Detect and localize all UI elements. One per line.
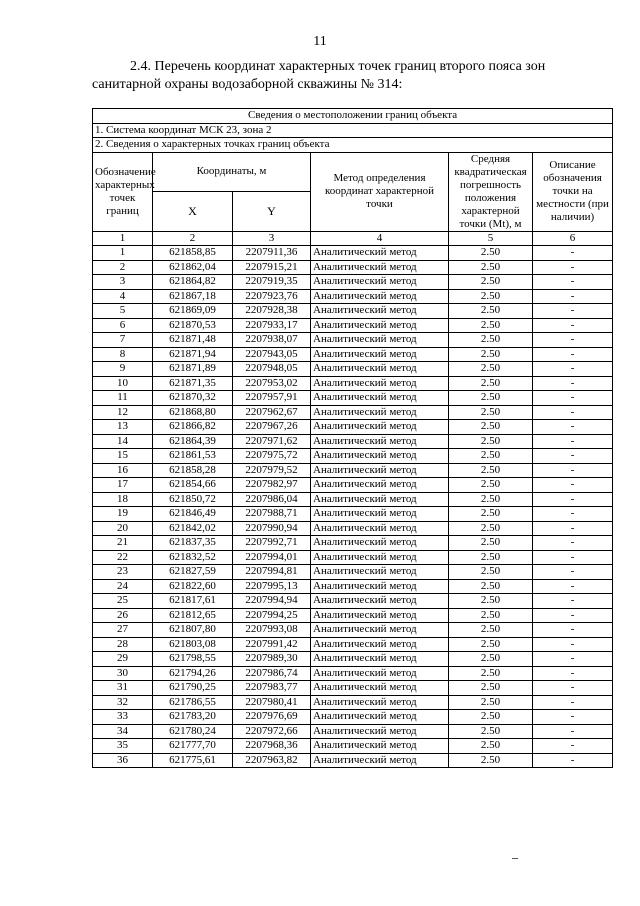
accuracy: 2.50	[449, 463, 533, 478]
table-row	[93, 666, 613, 681]
header-x: X	[153, 192, 233, 232]
coordinate-y: 2207994,81	[233, 565, 311, 580]
description: -	[533, 550, 613, 565]
coordinate-y: 2207980,41	[233, 695, 311, 710]
coordinate-x: 621862,04	[153, 260, 233, 275]
coordinate-y: 2207995,13	[233, 579, 311, 594]
point-number: 6	[93, 318, 153, 333]
coordinate-x: 621871,89	[153, 362, 233, 377]
accuracy: 2.50	[449, 550, 533, 565]
point-number: 26	[93, 608, 153, 623]
point-number: 30	[93, 666, 153, 681]
coordinate-y: 2207989,30	[233, 652, 311, 667]
point-number: 19	[93, 507, 153, 522]
table-row	[93, 246, 613, 261]
description: -	[533, 507, 613, 522]
method: Аналитический метод	[311, 753, 449, 768]
method: Аналитический метод	[311, 420, 449, 435]
coordinate-y: 2207967,26	[233, 420, 311, 435]
description: -	[533, 318, 613, 333]
table-row	[93, 449, 613, 464]
point-number: 33	[93, 710, 153, 725]
description: -	[533, 304, 613, 319]
accuracy: 2.50	[449, 376, 533, 391]
accuracy: 2.50	[449, 507, 533, 522]
point-number: 32	[93, 695, 153, 710]
coordinate-y: 2207986,04	[233, 492, 311, 507]
description: -	[533, 637, 613, 652]
table-title: Сведения о местоположении границ объекта	[93, 109, 613, 124]
accuracy: 2.50	[449, 623, 533, 638]
coordinate-y: 2207990,94	[233, 521, 311, 536]
point-number: 15	[93, 449, 153, 464]
table-row	[93, 391, 613, 406]
description: -	[533, 362, 613, 377]
accuracy: 2.50	[449, 275, 533, 290]
accuracy: 2.50	[449, 594, 533, 609]
method: Аналитический метод	[311, 608, 449, 623]
table-row	[93, 362, 613, 377]
table-row	[93, 405, 613, 420]
coordinate-x: 621780,24	[153, 724, 233, 739]
method: Аналитический метод	[311, 681, 449, 696]
table-row	[93, 681, 613, 696]
method: Аналитический метод	[311, 739, 449, 754]
description: -	[533, 246, 613, 261]
point-number: 13	[93, 420, 153, 435]
description: -	[533, 289, 613, 304]
column-number: 1	[93, 231, 153, 246]
point-number: 17	[93, 478, 153, 493]
point-number: 9	[93, 362, 153, 377]
method: Аналитический метод	[311, 246, 449, 261]
point-number: 34	[93, 724, 153, 739]
accuracy: 2.50	[449, 724, 533, 739]
point-number: 11	[93, 391, 153, 406]
table-row	[93, 492, 613, 507]
table-row	[93, 376, 613, 391]
table-row	[93, 594, 613, 609]
description: -	[533, 753, 613, 768]
description: -	[533, 492, 613, 507]
point-number: 31	[93, 681, 153, 696]
method: Аналитический метод	[311, 304, 449, 319]
accuracy: 2.50	[449, 405, 533, 420]
table-title-row	[93, 109, 613, 124]
table-row	[93, 521, 613, 536]
coordinate-y: 2207971,62	[233, 434, 311, 449]
description: -	[533, 521, 613, 536]
accuracy: 2.50	[449, 739, 533, 754]
coordinate-y: 2207948,05	[233, 362, 311, 377]
description: -	[533, 449, 613, 464]
table-row	[93, 753, 613, 768]
table-row	[93, 695, 613, 710]
table-section-row	[93, 123, 613, 138]
accuracy: 2.50	[449, 347, 533, 362]
accuracy: 2.50	[449, 536, 533, 551]
description: -	[533, 695, 613, 710]
coordinate-x: 621854,66	[153, 478, 233, 493]
point-number: 8	[93, 347, 153, 362]
header-description: Описание обозначения точки на местности (при наличии)	[533, 152, 613, 231]
coordinate-system-label: 1. Система координат МСК 23, зона 2	[93, 123, 613, 138]
description: -	[533, 623, 613, 638]
table-row	[93, 579, 613, 594]
coordinate-x: 621832,52	[153, 550, 233, 565]
accuracy: 2.50	[449, 565, 533, 580]
method: Аналитический метод	[311, 362, 449, 377]
method: Аналитический метод	[311, 652, 449, 667]
accuracy: 2.50	[449, 420, 533, 435]
description: -	[533, 376, 613, 391]
coordinate-y: 2207972,66	[233, 724, 311, 739]
coordinate-x: 621864,39	[153, 434, 233, 449]
table-row	[93, 565, 613, 580]
scan-mark	[512, 858, 518, 859]
section-heading: 2.4. Перечень координат характерных точек границ второго пояса зон санитарной охраны водозаборной скважины № 314:	[92, 59, 546, 92]
coordinate-y: 2207928,38	[233, 304, 311, 319]
coordinate-x: 621822,60	[153, 579, 233, 594]
point-number: 28	[93, 637, 153, 652]
table-row	[93, 275, 613, 290]
table-row	[93, 304, 613, 319]
table-row	[93, 739, 613, 754]
table-row	[93, 318, 613, 333]
method: Аналитический метод	[311, 579, 449, 594]
method: Аналитический метод	[311, 347, 449, 362]
coordinate-y: 2207991,42	[233, 637, 311, 652]
table-row	[93, 550, 613, 565]
coordinate-x: 621803,08	[153, 637, 233, 652]
coordinate-y: 2207919,35	[233, 275, 311, 290]
coordinate-x: 621871,48	[153, 333, 233, 348]
header-coordinates: Координаты, м	[153, 152, 311, 192]
coordinate-x: 621775,61	[153, 753, 233, 768]
table-row	[93, 333, 613, 348]
point-number: 2	[93, 260, 153, 275]
point-number: 25	[93, 594, 153, 609]
accuracy: 2.50	[449, 260, 533, 275]
coordinate-y: 2207953,02	[233, 376, 311, 391]
description: -	[533, 463, 613, 478]
column-number: 5	[449, 231, 533, 246]
point-number: 27	[93, 623, 153, 638]
point-number: 22	[93, 550, 153, 565]
coordinate-x: 621842,02	[153, 521, 233, 536]
coordinate-y: 2207975,72	[233, 449, 311, 464]
accuracy: 2.50	[449, 246, 533, 261]
coordinate-x: 621864,82	[153, 275, 233, 290]
method: Аналитический метод	[311, 333, 449, 348]
header-method: Метод определения координат характерной точки	[311, 152, 449, 231]
method: Аналитический метод	[311, 289, 449, 304]
coordinate-x: 621850,72	[153, 492, 233, 507]
point-number: 1	[93, 246, 153, 261]
table-row	[93, 536, 613, 551]
point-number: 12	[93, 405, 153, 420]
description: -	[533, 347, 613, 362]
coordinate-y: 2207957,91	[233, 391, 311, 406]
coordinate-x: 621790,25	[153, 681, 233, 696]
accuracy: 2.50	[449, 304, 533, 319]
accuracy: 2.50	[449, 666, 533, 681]
description: -	[533, 434, 613, 449]
coordinate-x: 621783,20	[153, 710, 233, 725]
description: -	[533, 275, 613, 290]
coordinate-x: 621827,59	[153, 565, 233, 580]
description: -	[533, 579, 613, 594]
coordinate-x: 621837,35	[153, 536, 233, 551]
header-accuracy: Средняя квадратическая погрешность положения характерной точки (Mt), м	[449, 152, 533, 231]
coordinate-y: 2207982,97	[233, 478, 311, 493]
accuracy: 2.50	[449, 492, 533, 507]
accuracy: 2.50	[449, 449, 533, 464]
coordinate-x: 621858,28	[153, 463, 233, 478]
accuracy: 2.50	[449, 608, 533, 623]
method: Аналитический метод	[311, 594, 449, 609]
table-row	[93, 347, 613, 362]
coordinate-y: 2207911,36	[233, 246, 311, 261]
accuracy: 2.50	[449, 579, 533, 594]
method: Аналитический метод	[311, 492, 449, 507]
point-number: 10	[93, 376, 153, 391]
description: -	[533, 478, 613, 493]
method: Аналитический метод	[311, 550, 449, 565]
method: Аналитический метод	[311, 536, 449, 551]
accuracy: 2.50	[449, 753, 533, 768]
method: Аналитический метод	[311, 637, 449, 652]
coordinate-y: 2207993,08	[233, 623, 311, 638]
description: -	[533, 652, 613, 667]
page-number: 11	[313, 34, 327, 49]
coordinate-x: 621807,80	[153, 623, 233, 638]
accuracy: 2.50	[449, 652, 533, 667]
point-number: 14	[93, 434, 153, 449]
point-number: 23	[93, 565, 153, 580]
point-number: 24	[93, 579, 153, 594]
coordinate-x: 621846,49	[153, 507, 233, 522]
table-row	[93, 478, 613, 493]
point-number: 4	[93, 289, 153, 304]
coordinate-y: 2207983,77	[233, 681, 311, 696]
description: -	[533, 681, 613, 696]
method: Аналитический метод	[311, 405, 449, 420]
description: -	[533, 391, 613, 406]
method: Аналитический метод	[311, 318, 449, 333]
table-row	[93, 507, 613, 522]
coordinate-y: 2207992,71	[233, 536, 311, 551]
table-row	[93, 637, 613, 652]
description: -	[533, 594, 613, 609]
coordinate-x: 621861,53	[153, 449, 233, 464]
coordinate-x: 621817,61	[153, 594, 233, 609]
method: Аналитический метод	[311, 260, 449, 275]
accuracy: 2.50	[449, 434, 533, 449]
accuracy: 2.50	[449, 478, 533, 493]
description: -	[533, 565, 613, 580]
point-number: 18	[93, 492, 153, 507]
accuracy: 2.50	[449, 521, 533, 536]
table-row	[93, 710, 613, 725]
description: -	[533, 739, 613, 754]
table-row	[93, 420, 613, 435]
table-header-row	[93, 152, 613, 192]
point-number: 20	[93, 521, 153, 536]
coordinate-y: 2207933,17	[233, 318, 311, 333]
method: Аналитический метод	[311, 391, 449, 406]
coordinate-y: 2207988,71	[233, 507, 311, 522]
accuracy: 2.50	[449, 695, 533, 710]
coordinate-y: 2207938,07	[233, 333, 311, 348]
accuracy: 2.50	[449, 362, 533, 377]
point-number: 29	[93, 652, 153, 667]
header-y: Y	[233, 192, 311, 232]
coordinate-y: 2207976,69	[233, 710, 311, 725]
coordinate-x: 621858,85	[153, 246, 233, 261]
point-number: 35	[93, 739, 153, 754]
method: Аналитический метод	[311, 695, 449, 710]
point-number: 3	[93, 275, 153, 290]
coordinate-y: 2207923,76	[233, 289, 311, 304]
table-row	[93, 652, 613, 667]
coordinate-x: 621777,70	[153, 739, 233, 754]
description: -	[533, 536, 613, 551]
description: -	[533, 260, 613, 275]
coordinate-y: 2207994,94	[233, 594, 311, 609]
column-number-row	[93, 231, 613, 246]
column-number: 6	[533, 231, 613, 246]
column-number: 2	[153, 231, 233, 246]
coordinate-y: 2207994,25	[233, 608, 311, 623]
accuracy: 2.50	[449, 710, 533, 725]
accuracy: 2.50	[449, 333, 533, 348]
description: -	[533, 710, 613, 725]
method: Аналитический метод	[311, 478, 449, 493]
column-number: 4	[311, 231, 449, 246]
description: -	[533, 724, 613, 739]
description: -	[533, 405, 613, 420]
point-number: 7	[93, 333, 153, 348]
table-row	[93, 289, 613, 304]
method: Аналитический метод	[311, 724, 449, 739]
coordinate-x: 621786,55	[153, 695, 233, 710]
points-info-label: 2. Сведения о характерных точках границ объекта	[93, 138, 613, 153]
coordinate-x: 621871,94	[153, 347, 233, 362]
method: Аналитический метод	[311, 449, 449, 464]
coordinate-y: 2207979,52	[233, 463, 311, 478]
table-row	[93, 623, 613, 638]
header-point: Обозначение характерных точек границ	[93, 152, 153, 231]
table-row	[93, 260, 613, 275]
description: -	[533, 666, 613, 681]
coordinate-y: 2207962,67	[233, 405, 311, 420]
method: Аналитический метод	[311, 666, 449, 681]
coordinates-table	[92, 108, 613, 768]
point-number: 36	[93, 753, 153, 768]
table-row	[93, 724, 613, 739]
point-number: 16	[93, 463, 153, 478]
coordinate-x: 621798,55	[153, 652, 233, 667]
description: -	[533, 420, 613, 435]
coordinate-x: 621871,35	[153, 376, 233, 391]
coordinate-x: 621869,09	[153, 304, 233, 319]
point-number: 21	[93, 536, 153, 551]
method: Аналитический метод	[311, 275, 449, 290]
table-row	[93, 463, 613, 478]
point-number: 5	[93, 304, 153, 319]
description: -	[533, 333, 613, 348]
table-row	[93, 434, 613, 449]
coordinate-x: 621868,80	[153, 405, 233, 420]
method: Аналитический метод	[311, 565, 449, 580]
method: Аналитический метод	[311, 507, 449, 522]
coordinate-x: 621812,65	[153, 608, 233, 623]
coordinate-x: 621867,18	[153, 289, 233, 304]
method: Аналитический метод	[311, 376, 449, 391]
method: Аналитический метод	[311, 710, 449, 725]
accuracy: 2.50	[449, 637, 533, 652]
coordinate-y: 2207915,21	[233, 260, 311, 275]
description: -	[533, 608, 613, 623]
coordinate-x: 621866,82	[153, 420, 233, 435]
coordinate-y: 2207986,74	[233, 666, 311, 681]
coordinate-y: 2207963,82	[233, 753, 311, 768]
coordinate-y: 2207968,36	[233, 739, 311, 754]
coordinate-y: 2207943,05	[233, 347, 311, 362]
table-row	[93, 608, 613, 623]
coordinate-x: 621794,26	[153, 666, 233, 681]
method: Аналитический метод	[311, 463, 449, 478]
coordinate-x: 621870,32	[153, 391, 233, 406]
column-number: 3	[233, 231, 311, 246]
method: Аналитический метод	[311, 623, 449, 638]
coordinate-y: 2207994,01	[233, 550, 311, 565]
accuracy: 2.50	[449, 391, 533, 406]
coordinate-x: 621870,53	[153, 318, 233, 333]
accuracy: 2.50	[449, 289, 533, 304]
method: Аналитический метод	[311, 434, 449, 449]
accuracy: 2.50	[449, 318, 533, 333]
method: Аналитический метод	[311, 521, 449, 536]
table-section-row	[93, 138, 613, 153]
accuracy: 2.50	[449, 681, 533, 696]
